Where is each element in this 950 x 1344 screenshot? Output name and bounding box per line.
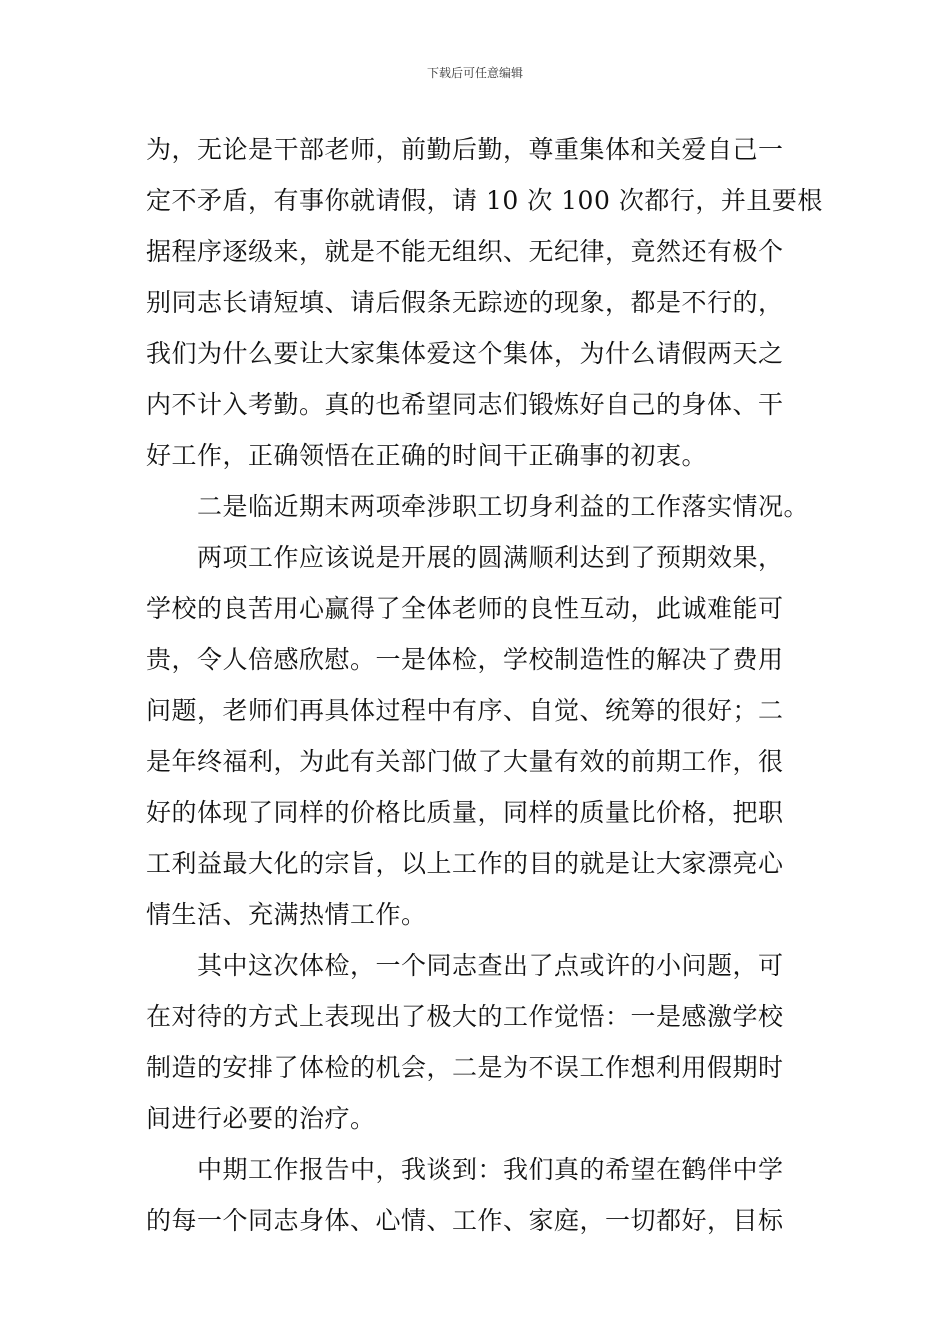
text-line: 我们为什么要让大家集体爱这个集体，为什么请假两天之: [146, 339, 784, 368]
text-line: 定不矛盾，有事你就请假，请 10 次 100 次都行，并且要根: [146, 186, 823, 215]
text-line: 情生活、充满热情工作。: [146, 900, 427, 929]
text-line: 是年终福利，为此有关部门做了大量有效的前期工作，很: [146, 747, 784, 776]
text-line: 工利益最大化的宗旨，以上工作的目的就是让大家漂亮心: [146, 849, 784, 878]
paragraph-start: 中期工作报告中，我谈到：我们真的希望在鹤伴中学: [197, 1155, 784, 1184]
text-line: 在对待的方式上表现出了极大的工作觉悟：一是感激学校: [146, 1002, 784, 1031]
page-header: 下载后可任意编辑: [426, 66, 523, 80]
text-line: 问题，老师们再具体过程中有序、自觉、统筹的很好；二: [146, 696, 784, 725]
text-line: 好工作，正确领悟在正确的时间干正确事的初衷。: [146, 441, 708, 470]
text-line: 的每一个同志身体、心情、工作、家庭，一切都好，目标: [146, 1206, 784, 1235]
text-line: 内不计入考勤。真的也希望同志们锻炼好自己的身体、干: [146, 390, 784, 419]
text-line: 学校的良苦用心赢得了全体老师的良性互动，此诚难能可: [146, 594, 784, 623]
text-line: 制造的安排了体检的机会，二是为不误工作想利用假期时: [146, 1053, 784, 1082]
text-line: 别同志长请短填、请后假条无踪迹的现象，都是不行的，: [146, 288, 784, 317]
text-line: 好的体现了同样的价格比质量，同样的质量比价格，把职: [146, 798, 784, 827]
text-line: 为，无论是干部老师，前勤后勤，尊重集体和关爱自己一: [146, 135, 784, 164]
text-line: 贵，令人倍感欣慰。一是体检，学校制造性的解决了费用: [146, 645, 784, 674]
paragraph-start: 其中这次体检，一个同志查出了点或许的小问题，可: [197, 951, 784, 980]
document-body: [146, 124, 823, 1246]
paragraph-start: 两项工作应该说是开展的圆满顺利达到了预期效果，: [197, 543, 784, 572]
text-line: 据程序逐级来，就是不能无组织、无纪律，竟然还有极个: [146, 237, 784, 266]
text-line: 间进行必要的治疗。: [146, 1104, 376, 1133]
paragraph-start: 二是临近期末两项牵涉职工切身利益的工作落实情况。: [197, 492, 810, 521]
